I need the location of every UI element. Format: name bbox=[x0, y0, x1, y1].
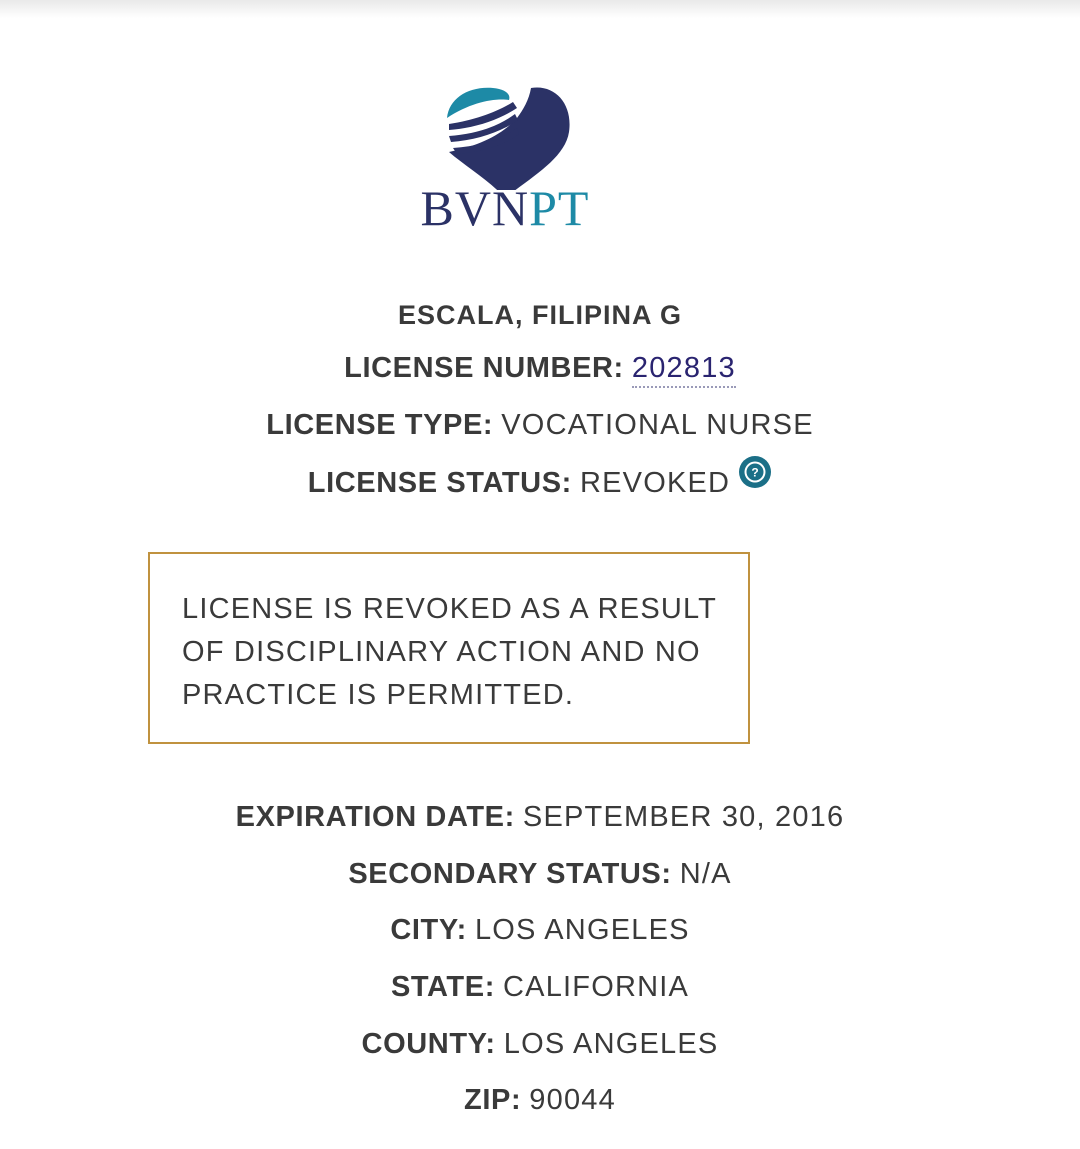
license-status-value: REVOKED bbox=[579, 467, 731, 499]
revocation-notice bbox=[148, 552, 750, 744]
logo-text-bvn: BVN bbox=[420, 180, 530, 236]
county-label: COUNTY: bbox=[361, 1028, 496, 1060]
zip-row bbox=[0, 1082, 1080, 1118]
license-type-label: LICENSE TYPE: bbox=[266, 409, 494, 441]
zip-label: ZIP: bbox=[464, 1084, 522, 1116]
license-number-link[interactable]: 202813 bbox=[632, 352, 736, 388]
license-number-label: LICENSE NUMBER: bbox=[344, 352, 624, 384]
top-shadow bbox=[0, 0, 1080, 18]
expiration-row bbox=[0, 799, 1080, 835]
heart-wing-icon bbox=[405, 80, 605, 190]
city-label: CITY: bbox=[390, 914, 467, 946]
secondary-status-label: SECONDARY STATUS: bbox=[348, 858, 672, 890]
secondary-status-value: N/A bbox=[679, 858, 732, 890]
city-value: LOS ANGELES bbox=[474, 914, 690, 946]
county-row bbox=[0, 1026, 1080, 1062]
city-row bbox=[0, 912, 1080, 948]
svg-text:?: ? bbox=[751, 465, 759, 480]
zip-value: 90044 bbox=[529, 1084, 616, 1116]
licensee-name-row bbox=[0, 297, 1080, 333]
license-status-row bbox=[0, 465, 1080, 501]
licensee-name: ESCALA, FILIPINA G bbox=[397, 300, 682, 330]
license-status-label: LICENSE STATUS: bbox=[307, 467, 572, 499]
state-row bbox=[0, 969, 1080, 1005]
logo-wordmark bbox=[405, 180, 605, 236]
expiration-label: EXPIRATION DATE: bbox=[235, 801, 515, 833]
license-number-row bbox=[0, 350, 1080, 386]
revocation-notice-text: LICENSE IS REVOKED AS A RESULT OF DISCIPLINARY ACTION AND NO PRACTICE IS PERMITTED. bbox=[182, 593, 717, 711]
bvnpt-logo bbox=[405, 80, 605, 240]
license-type-row bbox=[0, 407, 1080, 443]
logo-text-pt: PT bbox=[529, 180, 590, 236]
expiration-value: SEPTEMBER 30, 2016 bbox=[522, 801, 845, 833]
secondary-status-row bbox=[0, 856, 1080, 892]
license-type-value: VOCATIONAL NURSE bbox=[501, 409, 814, 441]
county-value: LOS ANGELES bbox=[503, 1028, 719, 1060]
state-label: STATE: bbox=[390, 971, 495, 1003]
question-circle-icon[interactable] bbox=[738, 455, 772, 489]
state-value: CALIFORNIA bbox=[503, 971, 690, 1003]
